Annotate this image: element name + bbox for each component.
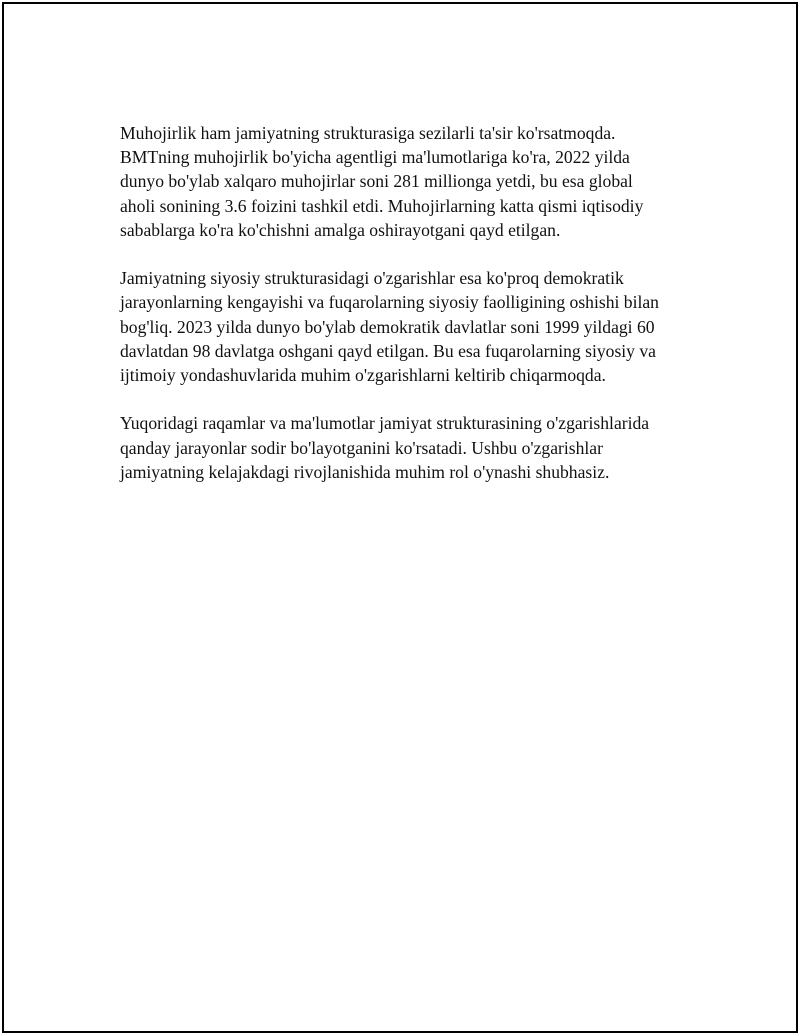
text-line: jarayonlarning kengayishi va fuqarolarning siyosiy faolligining oshishi bilan [120,292,659,313]
text-line: qanday jarayonlar sodir bo'layotganini ko'rsatadi. Ushbu o'zgarishlar [120,437,603,458]
paragraph-conclusion [120,411,700,484]
document-page [2,2,798,1033]
text-line: dunyo bo'ylab xalqaro muhojirlar soni 281 millionga yetdi, bu esa global [120,171,633,192]
text-line: aholi sonining 3.6 foizini tashkil etdi. Muhojirlarning katta qismi iqtisodiy [120,195,644,216]
text-line: bog'liq. 2023 yilda dunyo bo'ylab demokratik davlatlar soni 1999 yildagi 60 [120,316,655,337]
text-line: ijtimoiy yondashuvlarida muhim o'zgarishlarni keltirib chiqarmoqda. [120,365,606,386]
text-line: Muhojirlik ham jamiyatning strukturasiga sezilarli ta'sir ko'rsatmoqda. [120,123,616,143]
paragraph-migration [120,121,700,242]
text-line: Jamiyatning siyosiy strukturasidagi o'zgarishlar esa ko'proq demokratik [120,268,624,289]
text-line: BMTning muhojirlik bo'yicha agentligi ma'lumotlariga ko'ra, 2022 yilda [120,147,630,168]
text-line: sabablarga ko'ra ko'chishni amalga oshirayotgani qayd etilgan. [120,219,561,240]
text-line: davlatdan 98 davlatga oshgani qayd etilgan. Bu esa fuqarolarning siyosiy va [120,340,656,361]
paragraph-political-structure [120,266,700,387]
text-line: Yuqoridagi raqamlar va ma'lumotlar jamiyat strukturasining o'zgarishlarida [120,413,650,434]
document-body [120,121,700,508]
text-line: jamiyatning kelajakdagi rivojlanishida muhim rol o'ynashi shubhasiz. [120,461,610,482]
